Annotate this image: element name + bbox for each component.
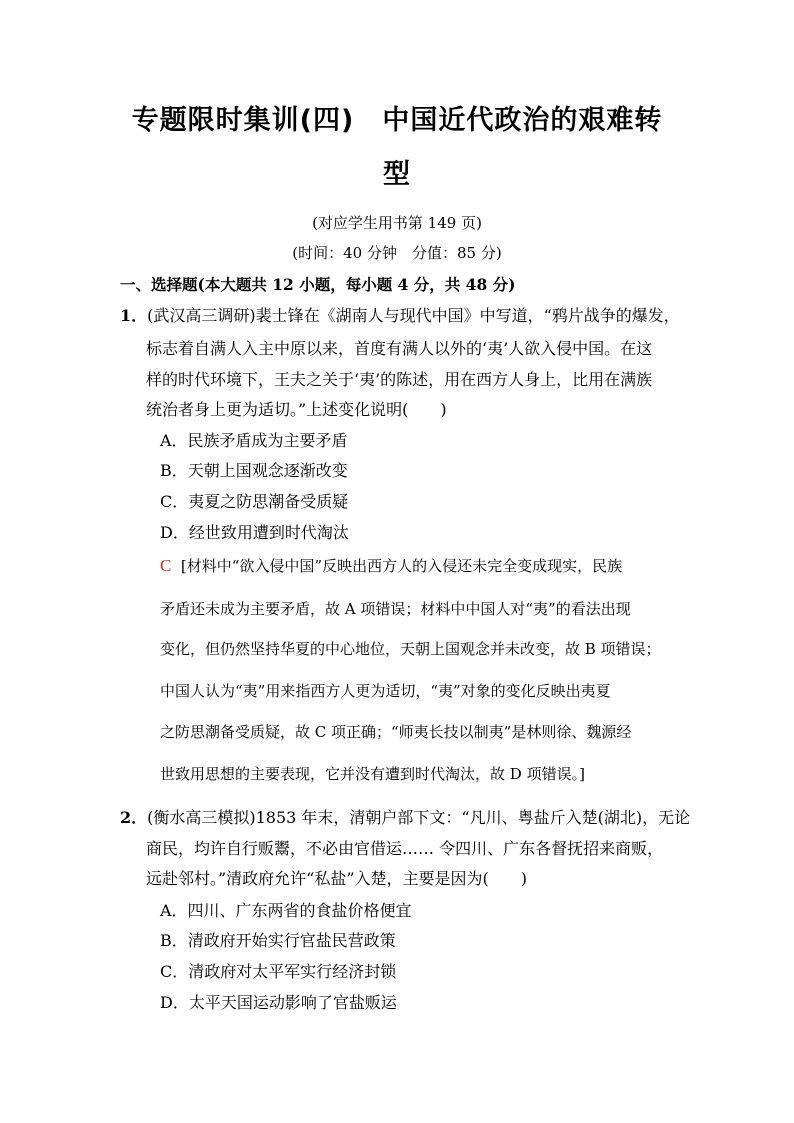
question-2-first-line (120, 805, 690, 828)
option-a: A．四川、广东两省的食盐价格便宜 (160, 901, 412, 920)
explanation-line: 变化，但仍然坚持华夏的中心地位，天朝上国观念并未改变，故 B 项错误； (160, 640, 661, 658)
question-stem-line: (武汉高三调研)裴士锋在《湖南人与现代中国》中写道，“鸦片战争的爆发， (147, 306, 680, 325)
page-title-line-2: 型 (383, 159, 411, 190)
option-d: D．经世致用遭到时代淘汰 (160, 523, 349, 542)
option-a: A．民族矛盾成为主要矛盾 (160, 431, 348, 450)
question-stem-line: 统治者身上更为适切。”上述变化说明( ) (146, 400, 447, 419)
question-stem-line: 商民，均许自行贩鬻，不必由官借运…… 令四川、广东各督抚招来商贩， (146, 839, 664, 858)
explanation-line: 矛盾还未成为主要矛盾，故 A 项错误；材料中中国人对“夷”的看法出现 (160, 600, 631, 618)
option-b: B．清政府开始实行官盐民营政策 (160, 931, 396, 950)
explanation-line: [材料中“欲入侵中国”反映出西方人的入侵还未完全变成现实，民族 (180, 557, 623, 575)
explanation-line: 世致用思想的主要表现，它并没有遭到时代淘汰，故 D 项错误。] (160, 765, 585, 783)
question-stem-line: (衡水高三模拟)1853 年末，清朝户部下文：“凡川、粤盐斤入楚(湖北)，无论 (147, 808, 691, 827)
explanation-line: 中国人认为“夷”用来指西方人更为适切，“夷”对象的变化反映出夷夏 (160, 682, 611, 700)
book-reference: (对应学生用书第 149 页) (312, 214, 482, 232)
question-stem-line: 标志着自满人入主中原以来，首度有满人以外的‘夷’人欲入侵中国。在这 (146, 339, 653, 358)
question-stem-line: 远赴邻村。”清政府允许“私盐”入楚，主要是因为( ) (146, 869, 528, 888)
option-b: B．天朝上国观念逐渐改变 (160, 461, 348, 480)
question-stem-line: 样的时代环境下，王夫之关于‘夷’的陈述，用在西方人身上，比用在满族 (146, 370, 653, 389)
time-score-info: (时间：40 分钟 分值：85 分) (292, 244, 502, 262)
explanation-line: 之防思潮备受质疑，故 C 项正确；“师夷长技以制夷”是林则徐、魏源经 (160, 723, 632, 741)
answer-explanation-first-line (160, 555, 622, 576)
option-c: C．夷夏之防思潮备受质疑 (160, 492, 349, 511)
option-d: D．太平天国运动影响了官盐贩运 (160, 993, 397, 1012)
question-1-first-line (120, 303, 680, 326)
question-number: 2． (120, 808, 148, 827)
section-heading: 一、选择题(本大题共 12 小题，每小题 4 分，共 48 分) (120, 275, 516, 294)
page-title-line-1: 专题限时集训(四) 中国近代政治的艰难转 (131, 105, 663, 136)
option-c: C．清政府对太平军实行经济封锁 (160, 962, 397, 981)
answer-letter: C (160, 556, 172, 575)
question-number: 1． (120, 306, 148, 325)
